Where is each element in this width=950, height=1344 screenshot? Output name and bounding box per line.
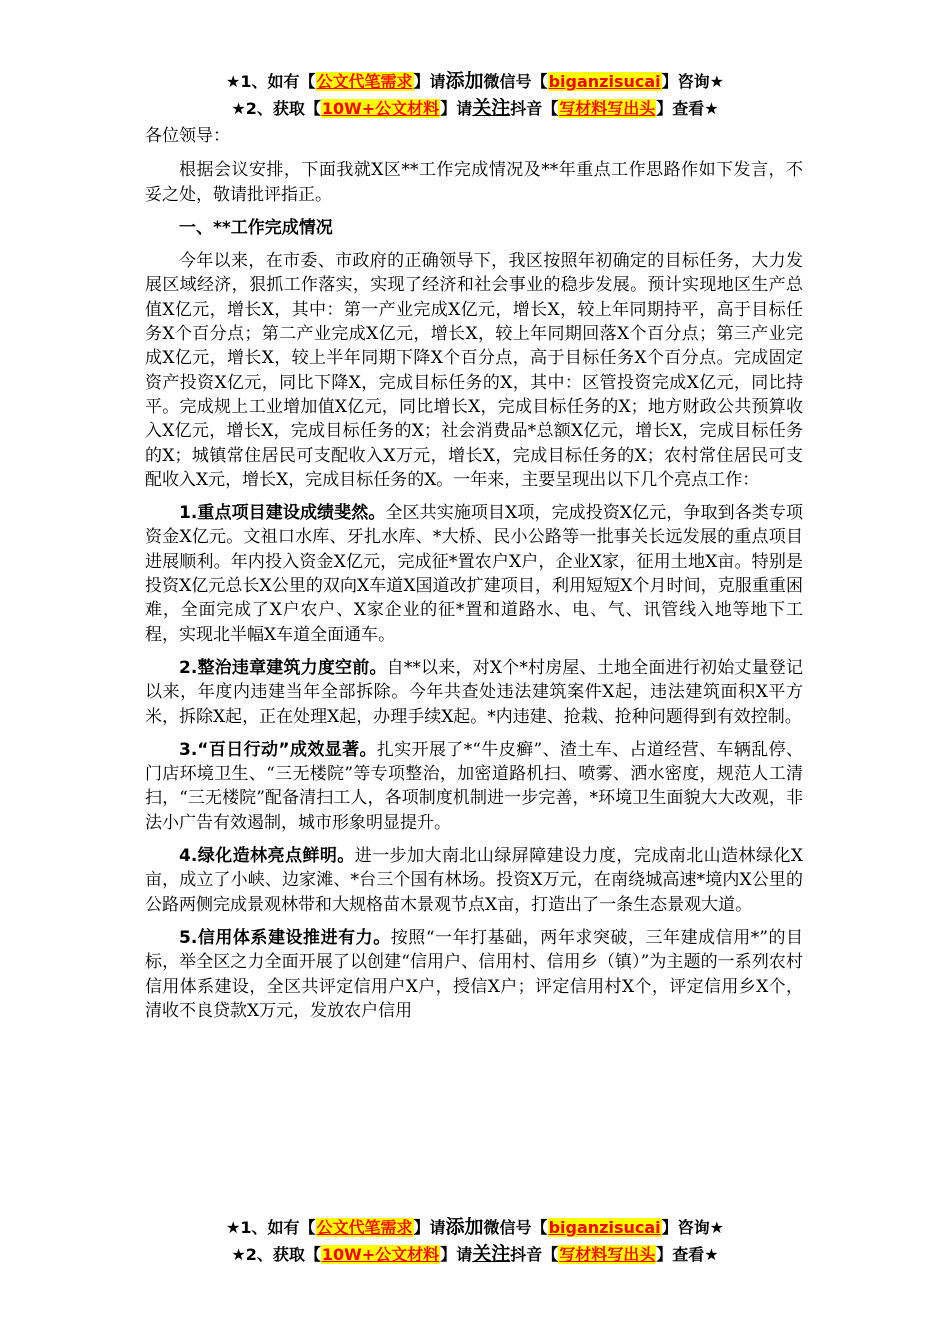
promo-text: 】请 (440, 1245, 473, 1264)
highlight-item (145, 844, 803, 917)
section-heading: 一、**工作完成情况 (179, 217, 333, 238)
highlight-item-title: 4.绿化造林亮点鲜明。 (179, 846, 355, 867)
promo-line-2 (0, 1241, 950, 1268)
promo-text: ★2、获取【 (231, 1245, 321, 1264)
promo-text: 抖音【 (510, 1245, 559, 1264)
promo-text: 微信号【 (483, 72, 548, 91)
promo-text: 抖音【 (510, 99, 559, 118)
highlight-item-text: 全区共实施项目X项，完成投资X亿元，争取到各类专项资金X亿元。文祖口水库、牙扎水库、*大桥、民小公路等一批事关长远发展的重点项目进展顺利。年内投入资金X亿元，完成征*置农户X户，企业X家，征用土地X亩。特别是投资X亿元总长X公里的双向X车道X国道改扩建项目，利用短短X个月时间，克服重重困难，全面完成了X户农户、X家企业的征*置和道路水、电、气、讯管线入地等地下工程，实现北半幅X车道全面通车。 (145, 503, 803, 645)
highlight-item-text: 自**以来，对X个*村房屋、土地全面进行初始丈量登记以来，年度内违建当年全部拆除。今年共查处违法建筑案件X起，违法建筑面积X平方米，拆除X起，正在处理X起，办理手续X起。*内违建、抢栽、抢种问题得到有效控制。 (145, 657, 803, 727)
promo-wechat-id: biganzisucai (548, 1218, 661, 1237)
promo-text: 微信号【 (483, 1218, 548, 1237)
promo-highlight: 公文代笔需求 (316, 72, 413, 91)
highlight-item-title: 5.信用体系建设推进有力。 (179, 927, 391, 948)
promo-emphasis: 添加 (445, 1216, 484, 1238)
promo-text: ★1、如有【 (226, 1218, 316, 1237)
promo-text: 】查看★ (656, 1245, 719, 1264)
highlight-item-title: 1.重点项目建设成绩斐然。 (179, 503, 386, 524)
highlight-item-text: 扎实开展了*“牛皮癣”、渣土车、占道经营、车辆乱停、门店环境卫生、“三无楼院”等专项整治，加密道路机扫、喷雾、洒水密度，规范人工清扫，“三无楼院”配备清扫工人，各项制度机制进一步完善，*环境卫生面貌大大改观，非法小广告有效遏制，城市形象明显提升。 (145, 739, 803, 833)
highlight-item-title: 2.整治违章建筑力度空前。 (179, 657, 387, 678)
promo-text: 】咨询★ (661, 72, 724, 91)
promo-douyin-id: 写材料写出头 (559, 1245, 656, 1264)
intro-paragraph: 根据会议安排，下面我就X区**工作完成情况及**年重点工作思路作如下发言，不妥之处，敬请批评指正。 (145, 160, 803, 205)
highlight-item (145, 501, 803, 647)
top-promo-banner (0, 68, 950, 122)
promo-line-1 (0, 68, 950, 95)
highlight-item (145, 738, 803, 835)
promo-text: 】请 (413, 1218, 446, 1237)
promo-text: 】请 (413, 72, 446, 91)
promo-emphasis: 关注 (472, 1243, 511, 1265)
promo-line-1 (0, 1214, 950, 1241)
promo-text: ★1、如有【 (226, 72, 316, 91)
bottom-promo-banner (0, 1214, 950, 1268)
promo-emphasis: 添加 (445, 70, 484, 92)
highlight-item-text: 进一步加大南北山绿屏障建设力度，完成南北山造林绿化X亩，成立了小峡、边家滩、*台三个国有林场。投资X万元，在南绕城高速*境内X公里的公路两侧完成景观林带和大规格苗木景观节点X亩，打造出了一条生态景观大道。 (145, 846, 803, 915)
promo-text: 】请 (440, 99, 473, 118)
highlight-item (145, 656, 803, 729)
promo-highlight: 10W+公文材料 (321, 1245, 440, 1264)
promo-text: 】查看★ (656, 99, 719, 118)
highlight-item-text: 按照“一年打基础，两年求突破，三年建成信用*”的目标，举全区之力全面开展了以创建“信用户、信用村、信用乡（镇）”为主题的一系列农村信用体系建设，全区共评定信用户X户，授信X户；评定信用村X个，评定信用乡X个，清收不良贷款X万元，发放农户信用 (145, 927, 803, 1021)
promo-text: 】咨询★ (661, 1218, 724, 1237)
promo-line-2 (0, 95, 950, 122)
salutation: 各位领导： (145, 126, 230, 146)
promo-emphasis: 关注 (472, 97, 511, 119)
document-body (145, 124, 803, 1032)
overview-paragraph: 今年以来，在市委、市政府的正确领导下，我区按照年初确定的目标任务，大力发展区域经济，狠抓工作落实，实现了经济和社会事业的稳步发展。预计实现地区生产总值X亿元，增长X，其中：第一产业完成X亿元，增长X，较上年同期持平，高于目标任务X个百分点；第二产业完成X亿元，增长X，较上年同期回落X个百分点；第三产业完成X亿元，增长X，较上半年同期下降X个百分点，高于目标任务X个百分点。完成固定资产投资X亿元，同比下降X，完成目标任务的X，其中：区管投资完成X亿元，同比持平。完成规上工业增加值X亿元，同比增长X，完成目标任务的X；地方财政公共预算收入X亿元，增长X，完成目标任务的X；社会消费品*总额X亿元，增长X，完成目标任务的X；城镇常住居民可支配收入X万元，增长X，完成目标任务的X；农村常住居民可支配收入X元，增长X，完成目标任务的X。一年来，主要呈现出以下几个亮点工作： (145, 251, 803, 490)
promo-highlight: 10W+公文材料 (321, 99, 440, 118)
promo-wechat-id: biganzisucai (548, 72, 661, 91)
promo-douyin-id: 写材料写出头 (559, 99, 656, 118)
highlight-item (145, 926, 803, 1023)
promo-text: ★2、获取【 (231, 99, 321, 118)
promo-highlight: 公文代笔需求 (316, 1218, 413, 1237)
highlight-item-title: 3.“百日行动”成效显著。 (179, 739, 377, 760)
